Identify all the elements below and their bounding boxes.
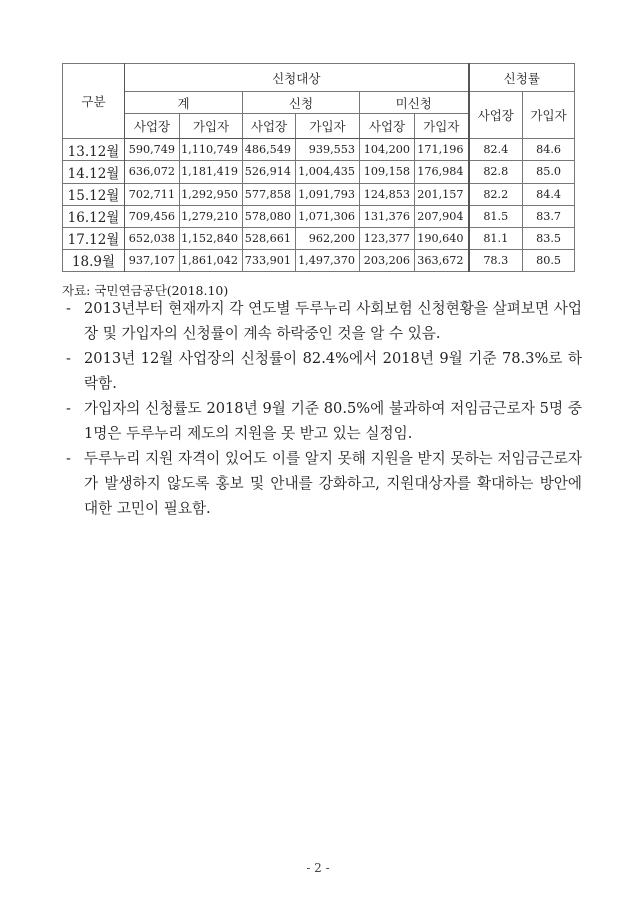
header-not-applied-subscriber: 가입자 [415, 114, 469, 139]
header-not-applied-workplace: 사업장 [360, 114, 415, 139]
dash-marker: - [66, 350, 71, 367]
row-period: 18.9월 [63, 249, 125, 271]
cell-app-s: 1,091,793 [296, 183, 360, 205]
table-row [63, 227, 575, 249]
finding-text: 두루누리 지원 자격이 있어도 이를 알지 못해 지원을 받지 못하는 저임금근로자가 발생하지 않도록 홍보 및 안내를 강화하고, 지원대상자를 확대하는 방안에 대한 고민이 필요함. [84, 450, 582, 517]
cell-app-w: 733,901 [243, 249, 296, 271]
cell-total-w: 937,107 [125, 249, 180, 271]
cell-non-w: 123,377 [360, 227, 415, 249]
cell-rate-w: 82.2 [469, 183, 523, 205]
cell-non-w: 124,853 [360, 183, 415, 205]
cell-non-s: 363,672 [415, 249, 469, 271]
cell-total-w: 636,072 [125, 161, 180, 183]
cell-non-s: 190,640 [415, 227, 469, 249]
table-row [63, 183, 575, 205]
header-rate-workplace: 사업장 [469, 92, 523, 139]
finding-item [62, 346, 582, 396]
dash-marker: - [66, 450, 71, 467]
cell-total-s: 1,292,950 [180, 183, 243, 205]
cell-rate-s: 83.7 [523, 205, 575, 227]
header-total: 계 [125, 92, 243, 114]
cell-app-s: 1,071,306 [296, 205, 360, 227]
header-total-workplace: 사업장 [125, 114, 180, 139]
finding-item [62, 446, 582, 521]
finding-text: 2013년 12월 사업장의 신청률이 82.4%에서 2018년 9월 기준 78.3%로 하락함. [84, 350, 582, 392]
cell-rate-w: 82.8 [469, 161, 523, 183]
cell-rate-s: 84.4 [523, 183, 575, 205]
header-applicant-target: 신청대상 [125, 64, 469, 92]
cell-non-s: 207,904 [415, 205, 469, 227]
cell-total-w: 590,749 [125, 139, 180, 161]
row-period: 15.12월 [63, 183, 125, 205]
row-period: 17.12월 [63, 227, 125, 249]
table-row [63, 205, 575, 227]
row-period: 16.12월 [63, 205, 125, 227]
cell-total-w: 652,038 [125, 227, 180, 249]
table-row [63, 249, 575, 271]
cell-app-w: 578,080 [243, 205, 296, 227]
cell-non-w: 131,376 [360, 205, 415, 227]
header-applied-workplace: 사업장 [243, 114, 296, 139]
cell-non-w: 109,158 [360, 161, 415, 183]
table-row [63, 161, 575, 183]
cell-rate-w: 81.5 [469, 205, 523, 227]
cell-app-s: 939,553 [296, 139, 360, 161]
header-application-rate: 신청률 [469, 64, 575, 92]
finding-item [62, 396, 582, 446]
dash-marker: - [66, 400, 71, 417]
header-total-subscriber: 가입자 [180, 114, 243, 139]
cell-total-s: 1,110,749 [180, 139, 243, 161]
cell-rate-s: 84.6 [523, 139, 575, 161]
cell-app-s: 1,497,370 [296, 249, 360, 271]
cell-total-w: 702,711 [125, 183, 180, 205]
cell-rate-s: 85.0 [523, 161, 575, 183]
cell-non-w: 203,206 [360, 249, 415, 271]
cell-app-s: 1,004,435 [296, 161, 360, 183]
cell-non-s: 201,157 [415, 183, 469, 205]
cell-app-s: 962,200 [296, 227, 360, 249]
row-period: 14.12월 [63, 161, 125, 183]
cell-rate-w: 78.3 [469, 249, 523, 271]
cell-total-s: 1,861,042 [180, 249, 243, 271]
cell-total-s: 1,181,419 [180, 161, 243, 183]
table-row [63, 139, 575, 161]
findings-list [62, 296, 582, 521]
cell-total-s: 1,152,840 [180, 227, 243, 249]
cell-rate-w: 82.4 [469, 139, 523, 161]
dash-marker: - [66, 300, 71, 317]
cell-total-w: 709,456 [125, 205, 180, 227]
cell-rate-s: 83.5 [523, 227, 575, 249]
cell-total-s: 1,279,210 [180, 205, 243, 227]
finding-text: 가입자의 신청률도 2018년 9월 기준 80.5%에 불과하여 저임금근로자 5명 중 1명은 두루누리 제도의 지원을 못 받고 있는 실정임. [84, 400, 582, 442]
cell-rate-s: 80.5 [523, 249, 575, 271]
cell-app-w: 486,549 [243, 139, 296, 161]
cell-non-s: 171,196 [415, 139, 469, 161]
cell-app-w: 528,661 [243, 227, 296, 249]
page-number: - 2 - [306, 861, 330, 875]
cell-rate-w: 81.1 [469, 227, 523, 249]
finding-text: 2013년부터 현재까지 각 연도별 두루누리 사회보험 신청현황을 살펴보면 사업장 및 가입자의 신청률이 계속 하락중인 것을 알 수 있음. [84, 300, 582, 342]
row-period: 13.12월 [63, 139, 125, 161]
header-not-applied: 미신청 [360, 92, 469, 114]
cell-app-w: 526,914 [243, 161, 296, 183]
finding-item [62, 296, 582, 346]
header-rate-subscriber: 가입자 [523, 92, 575, 139]
application-status-table [62, 63, 575, 272]
header-applied: 신청 [243, 92, 360, 114]
cell-non-w: 104,200 [360, 139, 415, 161]
cell-app-w: 577,858 [243, 183, 296, 205]
cell-non-s: 176,984 [415, 161, 469, 183]
source-note: 자료: 국민연금공단(2018.10) [62, 283, 229, 298]
header-category: 구분 [63, 64, 125, 139]
header-applied-subscriber: 가입자 [296, 114, 360, 139]
